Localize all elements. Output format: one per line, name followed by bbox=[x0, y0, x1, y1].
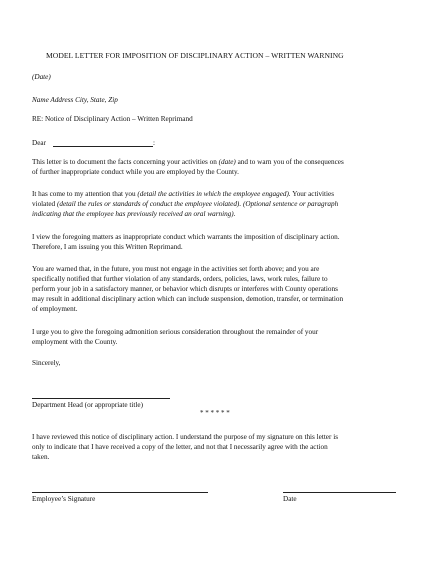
p2-activities-placeholder: (detail the activities in which the employee engaged). bbox=[137, 190, 291, 198]
p2-line-1 bbox=[32, 190, 334, 199]
p4-line-2: specifically notified that further violation of any standards, orders, policies, laws, work rules, failure to bbox=[32, 275, 328, 283]
date-signature-line bbox=[283, 492, 396, 493]
p2-text: violated bbox=[32, 200, 57, 208]
p2-optional-placeholder: (Optional sentence or paragraph bbox=[241, 200, 339, 208]
p2-text: It has come to my attention that you bbox=[32, 190, 138, 198]
date-label: Date bbox=[283, 495, 297, 503]
p3-line-1: I view the foregoing matters as inappropriate conduct which warrants the imposition of disciplinary action. bbox=[32, 233, 340, 241]
closing: Sincerely, bbox=[32, 359, 61, 367]
p3-line-2: Therefore, I am issuing you this Written Reprimand. bbox=[32, 243, 183, 251]
p5-line-2: employment with the County. bbox=[32, 338, 118, 346]
p5-line-1: I urge you to give the foregoing admonition serious consideration throughout the remainder of your bbox=[32, 328, 319, 336]
employee-signature-label: Employee’s Signature bbox=[32, 495, 96, 503]
letter-title: MODEL LETTER FOR IMPOSITION OF DISCIPLINARY ACTION – WRITTEN WARNING bbox=[46, 51, 344, 60]
re-line: RE: Notice of Disciplinary Action – Written Reprimand bbox=[32, 115, 193, 123]
p2-text-end: Your activities bbox=[290, 190, 335, 198]
p4-line-4: may result in additional disciplinary action which can include suspension, demotion, transfer, or termination bbox=[32, 295, 344, 303]
p2-line-2 bbox=[32, 200, 338, 209]
salutation-text: Dear bbox=[32, 139, 46, 147]
salutation-colon: : bbox=[153, 139, 155, 147]
signer-title: Department Head (or appropriate title) bbox=[32, 401, 143, 409]
date-placeholder: (Date) bbox=[32, 73, 51, 81]
salutation bbox=[32, 139, 46, 148]
ack-line-2: only to indicate that I have received a copy of the letter, and not that I necessarily agree with the action bbox=[32, 443, 328, 451]
p1-text: This letter is to document the facts concerning your activities on bbox=[32, 158, 219, 166]
p4-line-5: of employment. bbox=[32, 305, 78, 313]
p1-date-placeholder: (date) bbox=[218, 158, 236, 166]
p1-line-2: of further inappropriate conduct while you are employed by the County. bbox=[32, 168, 239, 176]
ack-line-1: I have reviewed this notice of disciplinary action. I understand the purpose of my signature on this letter is bbox=[32, 433, 338, 441]
p1-line-1 bbox=[32, 158, 344, 167]
employee-signature-line bbox=[32, 492, 208, 493]
p4-line-1: You are warned that, in the future, you must not engage in the activities set forth above; and you are bbox=[32, 265, 320, 273]
p1-text-end: and to warn you of the consequences bbox=[235, 158, 344, 166]
p4-line-3: perform your job in a satisfactory manner, or behavior which disrupts or interferes with County operations bbox=[32, 285, 338, 293]
address-placeholder: Name Address City, State, Zip bbox=[32, 96, 118, 104]
department-head-signature-line bbox=[32, 398, 170, 399]
ack-line-3: taken. bbox=[32, 453, 50, 461]
p2-line-3: indicating that the employee has previously received an oral warning). bbox=[32, 210, 236, 218]
p2-rules-placeholder: (detail the rules or standards of conduct the employee violated). bbox=[56, 200, 242, 208]
salutation-name-line bbox=[53, 146, 153, 147]
separator-asterisks: * * * * * * bbox=[200, 409, 230, 417]
